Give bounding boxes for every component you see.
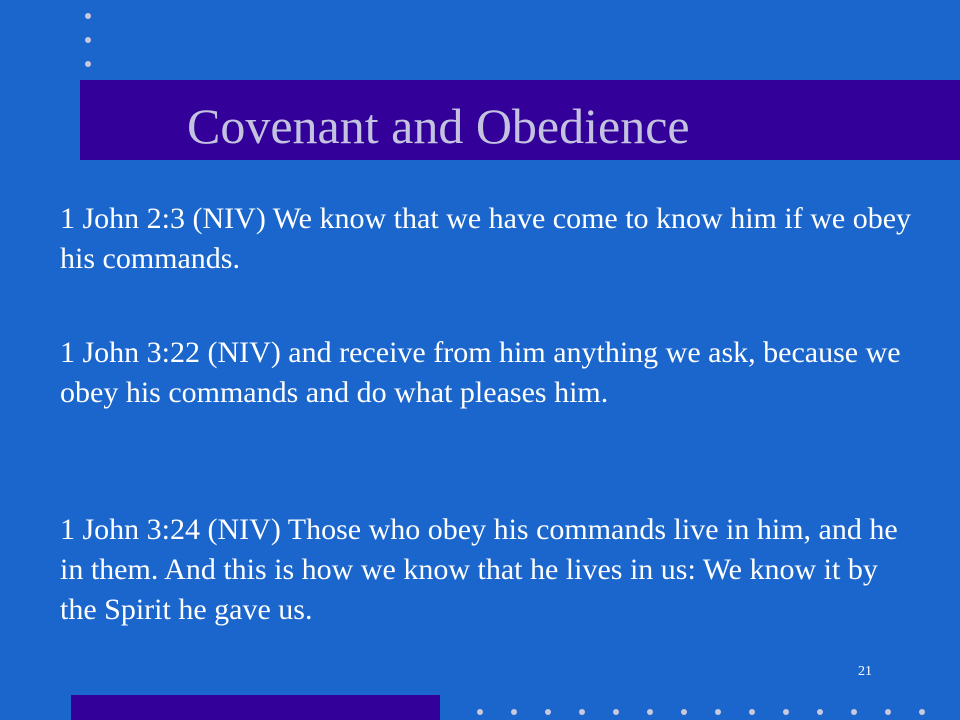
decorative-dot [817, 709, 823, 715]
decorative-dot [783, 709, 789, 715]
page-number: 21 [858, 664, 872, 679]
decorative-dot [681, 709, 687, 715]
decorative-dot [647, 709, 653, 715]
decorative-dot [579, 709, 585, 715]
decorative-dot [511, 709, 517, 715]
decorative-dot [885, 709, 891, 715]
decorative-dot [85, 61, 91, 67]
decorative-dot [85, 37, 91, 43]
verse-1-john-2-3: 1 John 2:3 (NIV) We know that we have come to know him if we obey his commands. [60, 202, 912, 275]
decorative-dot [715, 709, 721, 715]
decorative-dot [613, 709, 619, 715]
decorative-dot [919, 709, 925, 715]
decorative-dot [851, 709, 857, 715]
verse-1-john-3-24: 1 John 3:24 (NIV) Those who obey his commands live in him, and he in them. And this is how we know that he lives in us: We know it by the Spirit he gave us. [60, 513, 898, 626]
decorative-dot [477, 709, 483, 715]
bottom-accent-bar [71, 695, 440, 720]
verse-1-john-3-22: 1 John 3:22 (NIV) and receive from him anything we ask, because we obey his commands and do what pleases him. [60, 336, 901, 409]
slide-title: Covenant and Obedience [187, 98, 690, 154]
decorative-dot [85, 13, 91, 19]
decorative-dot [749, 709, 755, 715]
decorative-dot [545, 709, 551, 715]
